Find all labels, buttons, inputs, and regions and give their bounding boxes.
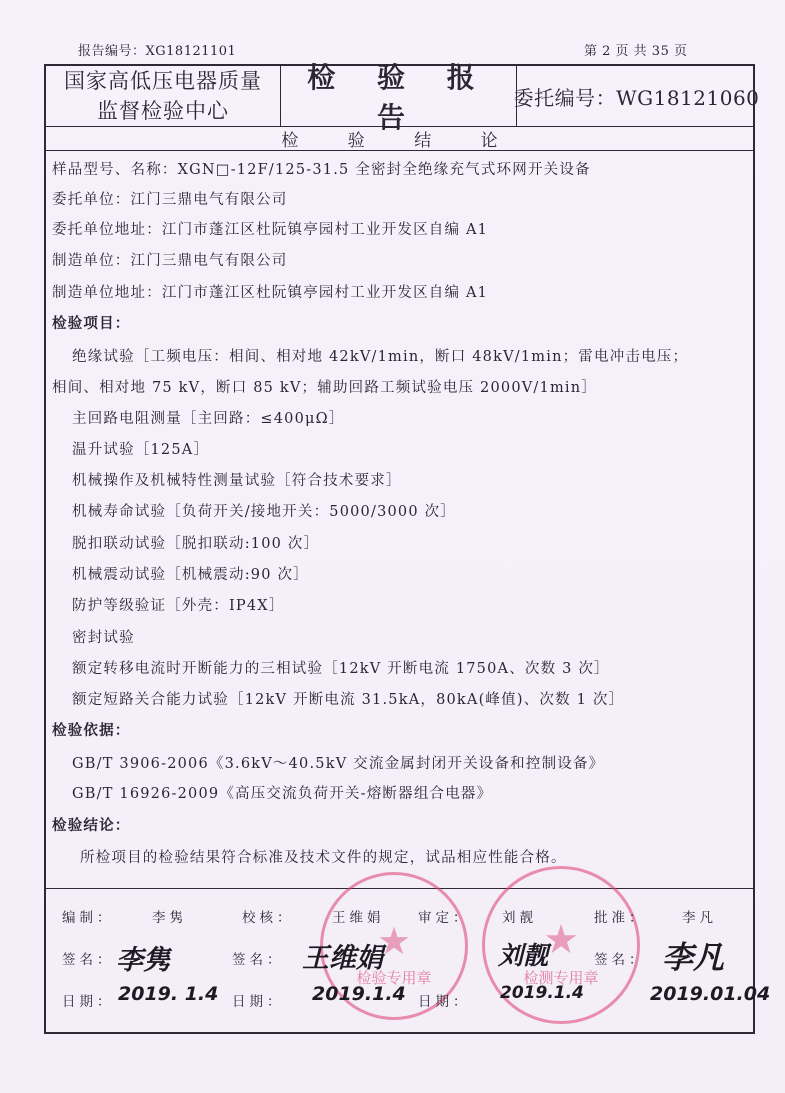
report-frame bbox=[44, 61, 771, 1034]
report-number bbox=[78, 40, 236, 59]
date-reviewed: 2019.1.4 bbox=[500, 983, 584, 1003]
report-number-value: XG18121101 bbox=[145, 44, 237, 59]
test-item: 温升试验［125A］ bbox=[72, 442, 210, 458]
reviewed-name: 刘靓 bbox=[502, 910, 537, 926]
report-title: 检 验 报 告 bbox=[307, 61, 491, 134]
manufacturer: 制造单位：江门三鼎电气有限公司 bbox=[52, 253, 288, 269]
sign-label: 签名： bbox=[594, 952, 647, 968]
checked-name: 王维娟 bbox=[332, 910, 385, 926]
test-item: 绝缘试验［工频电压：相间、相对地 42kV/1min，断口 48kV/1min；雷电冲击电压； bbox=[72, 349, 689, 365]
page-info: 第 2 页 共 35 页 bbox=[584, 44, 688, 59]
org-name bbox=[46, 66, 280, 126]
date-label: 日期： bbox=[62, 994, 115, 1010]
date-checked: 2019.1.4 bbox=[312, 983, 406, 1005]
section-heading: 检 验 结 论 bbox=[281, 131, 520, 151]
client: 委托单位：江门三鼎电气有限公司 bbox=[52, 192, 288, 208]
sign-label: 签名： bbox=[62, 952, 115, 968]
approved-name: 李凡 bbox=[682, 910, 717, 926]
checked-label: 校核： bbox=[242, 910, 295, 926]
reviewed-label: 审定： bbox=[418, 910, 471, 926]
test-item: 机械操作及机械特性测量试验［符合技术要求］ bbox=[72, 473, 402, 489]
signature-reviewed: 刘靓 bbox=[498, 941, 549, 970]
signature-checked: 王维娟 bbox=[302, 943, 383, 974]
test-items-label: 检验项目： bbox=[52, 315, 131, 332]
test-item: 相间、相对地 75 kV，断口 85 kV；辅助回路工频试验电压 2000V/1min］ bbox=[52, 380, 597, 396]
seal-text: 检测专用章 bbox=[523, 969, 599, 987]
test-item: 机械寿命试验［负荷开关/接地开关：5000/3000 次］ bbox=[72, 504, 456, 520]
compiled-name: 李隽 bbox=[152, 910, 187, 926]
approved-label: 批准： bbox=[594, 910, 647, 926]
test-item: 机械震动试验［机械震动:90 次］ bbox=[72, 567, 309, 583]
entrust-number: 委托编号：WG18121060 bbox=[513, 85, 760, 110]
conclusion-label: 检验结论： bbox=[52, 817, 131, 834]
sample-model: 样品型号、名称：XGN□-12F/125-31.5 全密封全绝缘充气式环网开关设备 bbox=[52, 162, 591, 178]
test-item: 密封试验 bbox=[72, 630, 135, 646]
conclusion-text: 所检项目的检验结果符合标准及技术文件的规定，试品相应性能合格。 bbox=[80, 850, 567, 866]
basis-label: 检验依据： bbox=[52, 722, 131, 739]
basis-item: GB/T 3906-2006《3.6kV～40.5kV 交流金属封闭开关设备和控制设备》 bbox=[72, 756, 605, 772]
seal-star-icon: ★ bbox=[376, 919, 412, 963]
signature-compiled: 李隽 bbox=[116, 945, 170, 976]
client-address: 委托单位地址：江门市蓬江区杜阮镇亭园村工业开发区自编 A1 bbox=[52, 222, 489, 238]
date-approved: 2019.01.04 bbox=[650, 983, 771, 1005]
test-item: 额定短路关合能力试验［12kV 开断电流 31.5kA，80kA(峰值)、次数 1 次］ bbox=[72, 692, 625, 708]
date-compiled: 2019. 1.4 bbox=[118, 983, 219, 1005]
basis-item: GB/T 16926-2009《高压交流负荷开关-熔断器组合电器》 bbox=[72, 786, 493, 802]
date-label: 日期： bbox=[418, 994, 471, 1010]
test-item: 防护等级验证［外壳：IP4X］ bbox=[72, 598, 285, 614]
org-name-line1: 国家高低压电器质量 bbox=[64, 69, 262, 93]
signature-approved: 李凡 bbox=[662, 940, 724, 976]
compiled-label: 编制： bbox=[62, 910, 115, 926]
seal-text: 检验专用章 bbox=[356, 969, 432, 987]
test-item: 脱扣联动试验［脱扣联动:100 次］ bbox=[72, 536, 320, 552]
test-item: 主回路电阻测量［主回路：≤400μΩ］ bbox=[72, 411, 345, 427]
manufacturer-address: 制造单位地址：江门市蓬江区杜阮镇亭园村工业开发区自编 A1 bbox=[52, 285, 489, 301]
report-number-label: 报告编号： bbox=[78, 44, 146, 59]
seal-star-icon: ★ bbox=[543, 917, 579, 963]
sign-label: 签名： bbox=[232, 952, 285, 968]
date-label: 日期： bbox=[232, 994, 285, 1010]
org-name-line2: 监督检验中心 bbox=[97, 99, 229, 123]
test-item: 额定转移电流时开断能力的三相试验［12kV 开断电流 1750A、次数 3 次］ bbox=[72, 661, 610, 677]
